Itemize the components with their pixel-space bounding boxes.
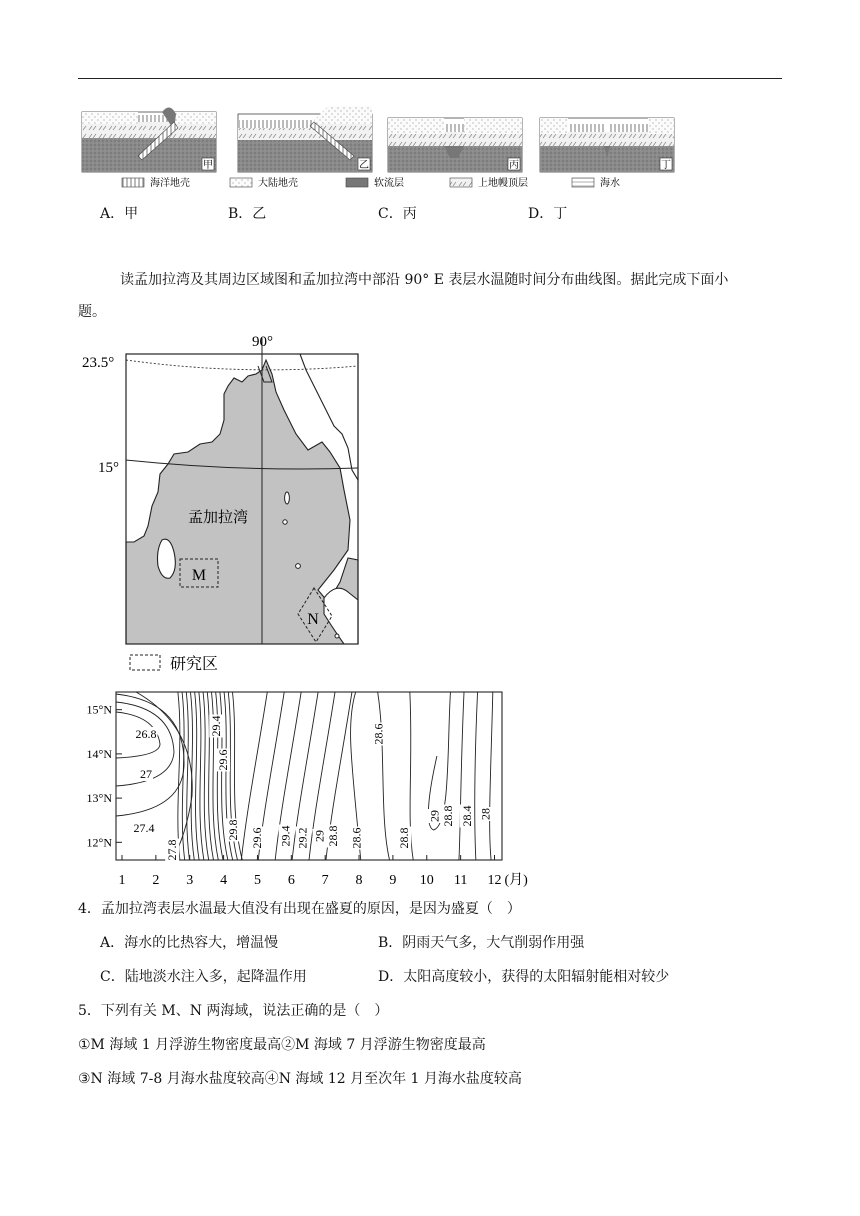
contour-label: 29.4 xyxy=(209,715,224,737)
diagram-bing xyxy=(388,118,522,172)
q3-option-c[interactable]: C．丙 xyxy=(378,206,417,222)
contour-label: 29.2 xyxy=(295,827,310,849)
x-axis-unit: (月) xyxy=(504,873,528,888)
contour-label: 26.8 xyxy=(135,727,157,741)
q4-option-c[interactable]: C．陆地淡水注入多，起降温作用 xyxy=(100,969,307,985)
q5-stem: 5．下列有关 M、N 两海域，说法正确的是（ ） xyxy=(78,1003,389,1019)
diagram-yi xyxy=(238,106,372,172)
contour-label: 27 xyxy=(140,767,152,781)
legend-sea-water: 海水 xyxy=(600,178,620,189)
panel-label-ding: 丁 xyxy=(661,160,671,171)
sst-contour-chart xyxy=(70,686,550,894)
legend-ocean-crust: 海洋地壳 xyxy=(150,178,190,189)
x-tick-label: 2 xyxy=(152,873,160,888)
y-tick-label: 14°N xyxy=(86,746,112,761)
contour-label: 29.8 xyxy=(226,819,241,841)
q3-option-a[interactable]: A．甲 xyxy=(100,206,139,222)
legend-study-area: 研究区 xyxy=(170,654,219,673)
contour-label: 28 xyxy=(478,808,493,820)
lat-label-23-5: 23.5° xyxy=(82,355,115,371)
contour-label: 29.6 xyxy=(215,749,230,771)
x-tick-label: 6 xyxy=(287,873,295,888)
q4-option-d[interactable]: D．太阳高度较小，获得的太阳辐射能相对较少 xyxy=(378,969,670,985)
q4-stem: 4．孟加拉湾表层水温最大值没有出现在盛夏的原因，是因为盛夏（ ） xyxy=(78,901,521,917)
y-tick-label: 12°N xyxy=(86,835,112,850)
diagram-ding xyxy=(540,118,674,172)
plate-legend xyxy=(122,176,620,189)
x-tick-label: 8 xyxy=(355,873,363,888)
q4-option-b[interactable]: B．阴雨天气多，大气削弱作用强 xyxy=(378,935,585,951)
contour-label: 29.6 xyxy=(249,827,264,849)
lat-label-15: 15° xyxy=(98,460,119,476)
box-n-label: N xyxy=(307,611,319,628)
q4-option-a[interactable]: A．海水的比热容大，增温慢 xyxy=(100,935,279,951)
contour-label: 29 xyxy=(312,830,327,842)
contour-label: 28.8 xyxy=(397,827,412,849)
box-m-label: M xyxy=(191,567,207,584)
contour-label: 28.8 xyxy=(441,805,456,827)
contour-label: 27.4 xyxy=(133,821,155,835)
x-tick-label: 5 xyxy=(253,873,261,888)
x-tick-label: 4 xyxy=(220,873,228,888)
q5-statement-3-4: ③N 海域 7-8 月海水盐度较高④N 海域 12 月至次年 1 月海水盐度较高 xyxy=(78,1071,522,1087)
x-tick-label: 3 xyxy=(186,873,194,888)
contour-label: 28.6 xyxy=(371,723,386,745)
panel-label-yi: 乙 xyxy=(359,160,369,171)
q3-option-b[interactable]: B．乙 xyxy=(228,206,267,222)
x-tick-label: 7 xyxy=(321,873,329,888)
plate-diagrams xyxy=(78,100,698,192)
contour-label: 29 xyxy=(427,810,442,822)
intro-line-1: 读孟加拉湾及其周边区域图和孟加拉湾中部沿 90° E 表层水温随时间分布曲线图。据此完成下面小 xyxy=(120,272,729,288)
legend-study-area-swatch xyxy=(130,655,160,670)
legend-continental-crust: 大陆地壳 xyxy=(258,178,298,189)
contour-label: 27.8 xyxy=(165,839,180,861)
x-tick-label: 9 xyxy=(389,873,397,888)
contour-label: 28.6 xyxy=(349,827,364,849)
x-tick-label: 11 xyxy=(453,873,468,888)
x-tick-label: 1 xyxy=(118,873,126,888)
contour-label: 29.4 xyxy=(278,825,293,847)
panel-label-jia: 甲 xyxy=(203,160,213,171)
bay-of-bengal-map xyxy=(78,330,378,678)
x-tick-label: 12 xyxy=(487,873,502,888)
meridian-label: 90° xyxy=(252,334,273,350)
x-tick-label: 10 xyxy=(419,873,434,888)
header-rule xyxy=(78,78,782,79)
bay-name: 孟加拉湾 xyxy=(188,508,249,526)
legend-asthenosphere: 软流层 xyxy=(374,178,404,189)
y-tick-label: 13°N xyxy=(86,791,112,806)
q5-statement-1-2: ①M 海域 1 月浮游生物密度最高②M 海域 7 月浮游生物密度最高 xyxy=(78,1037,486,1053)
contour-label: 28.4 xyxy=(459,805,474,827)
intro-line-2: 题。 xyxy=(78,304,106,320)
diagram-jia xyxy=(82,107,216,172)
legend-upper-mantle: 上地幔顶层 xyxy=(478,178,528,189)
panel-label-bing: 丙 xyxy=(509,160,519,171)
contour-label: 28.8 xyxy=(326,825,341,847)
q3-option-d[interactable]: D．丁 xyxy=(528,206,568,222)
y-tick-label: 15°N xyxy=(86,702,112,717)
